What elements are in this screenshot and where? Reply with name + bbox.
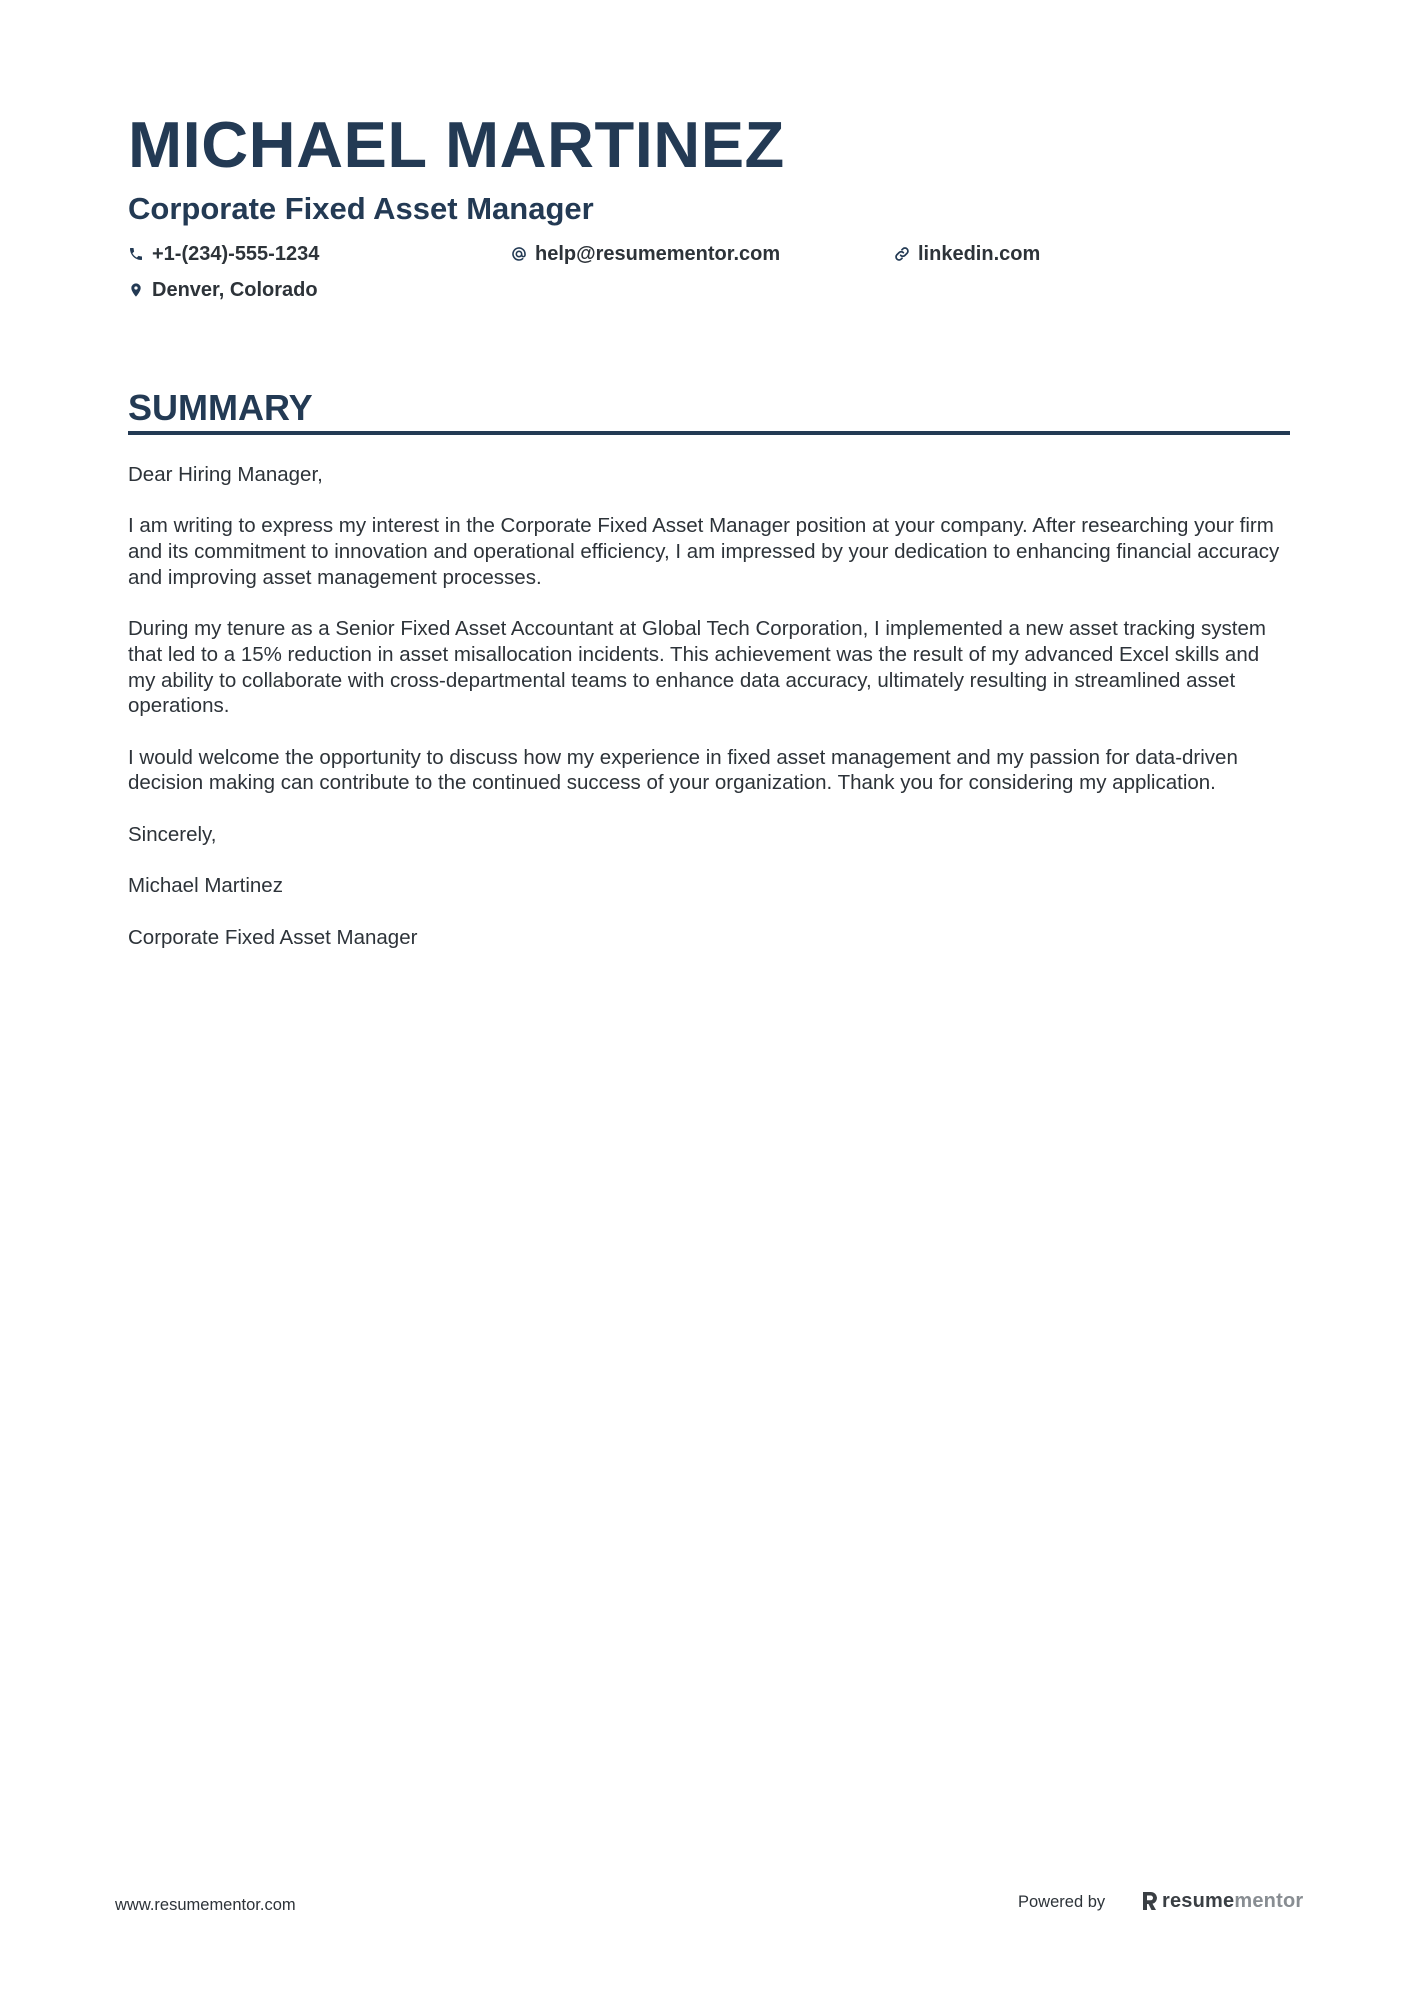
at-icon xyxy=(511,246,527,262)
signature-name: Michael Martinez xyxy=(128,874,283,898)
footer-website-link[interactable]: www.resumementor.com xyxy=(115,1896,296,1914)
phone-icon xyxy=(128,246,144,262)
brand-logo-text: resumementor xyxy=(1162,1890,1304,1912)
letter-salutation: Dear Hiring Manager, xyxy=(128,463,323,486)
job-title: Corporate Fixed Asset Manager xyxy=(128,191,594,226)
email-address: help@resumementor.com xyxy=(535,243,781,265)
footer-powered-by: Powered by xyxy=(1018,1893,1106,1911)
contact-phone[interactable] xyxy=(128,244,319,264)
brand-logo-icon xyxy=(1142,1891,1158,1911)
location-pin-icon xyxy=(128,282,144,298)
letter-closing: Sincerely, xyxy=(128,822,217,846)
phone-number: +1-(234)-555-1234 xyxy=(152,243,320,265)
candidate-name: MICHAEL MARTINEZ xyxy=(128,108,785,181)
letter-paragraph-3: I would welcome the opportunity to discuss how my experience in fixed asset management and my passion for data-driven decision making can contribute to the continued success of your organization. Thank you for considering my application. xyxy=(128,745,1238,795)
contact-link[interactable] xyxy=(894,244,1040,264)
location-text: Denver, Colorado xyxy=(152,279,318,301)
contact-location xyxy=(128,280,318,300)
contact-email[interactable] xyxy=(511,244,780,264)
cover-letter-body xyxy=(128,462,1290,976)
letter-paragraph-2: During my tenure as a Senior Fixed Asset Accountant at Global Tech Corporation, I implemented a new asset tracking system that led to a 15% reduction in asset misallocation incidents. This achievement was the result of my advanced Excel skills and my ability to collaborate with cross-departmental teams to enhance data accuracy, ultimately resulting in streamlined asset operations. xyxy=(128,617,1266,718)
section-divider xyxy=(128,431,1290,435)
profile-link: linkedin.com xyxy=(918,243,1041,265)
link-icon xyxy=(894,246,910,262)
brand-logo[interactable] xyxy=(1142,1891,1303,1911)
section-title-summary: SUMMARY xyxy=(128,387,313,428)
signature-title: Corporate Fixed Asset Manager xyxy=(128,925,418,949)
letter-paragraph-1: I am writing to express my interest in the Corporate Fixed Asset Manager position at your company. After researching your firm and its commitment to innovation and operational efficiency, I am impressed by your dedication to enhancing financial accuracy and improving asset management processes. xyxy=(128,514,1280,589)
